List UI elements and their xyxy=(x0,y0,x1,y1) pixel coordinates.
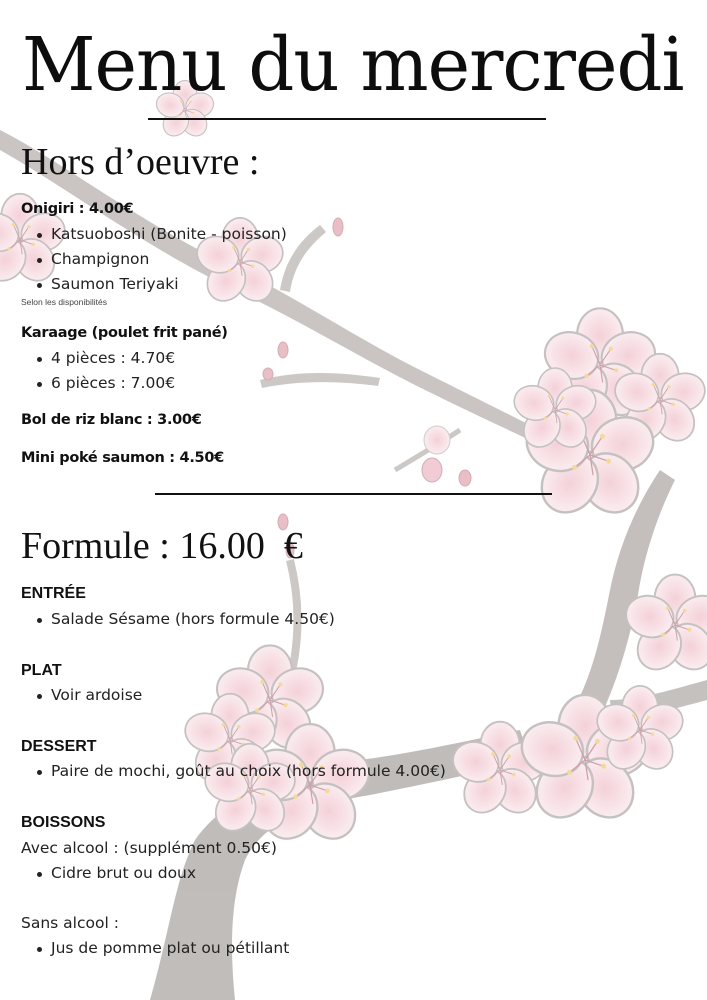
category-head-entree: ENTRÉE xyxy=(21,585,86,602)
list-item: Paire de mochi, goût au choix (hors formule 4.00€) xyxy=(21,759,446,784)
list-item: Jus de pomme plat ou pétillant xyxy=(21,936,289,961)
category-head-boissons: BOISSONS xyxy=(21,814,106,831)
entree-list xyxy=(21,607,335,632)
list-item: Voir ardoise xyxy=(21,683,142,708)
avec-alcool-label: Avec alcool : (supplément 0.50€) xyxy=(21,839,277,857)
dessert-list xyxy=(21,759,446,784)
page-title: Menu du mercredi xyxy=(22,22,684,108)
category-head-plat: PLAT xyxy=(21,662,62,679)
item-head-mini-poke: Mini poké saumon : 4.50€ xyxy=(21,450,224,466)
list-item: Saumon Teriyaki xyxy=(21,272,287,297)
list-item: Katsuoboshi (Bonite - poisson) xyxy=(21,222,287,247)
section-title-formule: Formule : 16.00 € xyxy=(21,525,303,567)
category-head-dessert: DESSERT xyxy=(21,738,97,755)
sans-alcool-label: Sans alcool : xyxy=(21,914,119,932)
list-item: Champignon xyxy=(21,247,287,272)
onigiri-list xyxy=(21,222,287,297)
item-head-onigiri: Onigiri : 4.00€ xyxy=(21,201,134,217)
sans-alcool-list xyxy=(21,936,289,961)
availability-note: Selon les disponibilités xyxy=(21,297,107,307)
title-divider xyxy=(148,118,546,120)
item-head-bol-riz: Bol de riz blanc : 3.00€ xyxy=(21,412,202,428)
section-title-hors-doeuvre: Hors d’oeuvre : xyxy=(21,141,260,183)
avec-alcool-list xyxy=(21,861,196,886)
karaage-list xyxy=(21,346,175,396)
item-head-karaage: Karaage (poulet frit pané) xyxy=(21,325,228,341)
list-item: 4 pièces : 4.70€ xyxy=(21,346,175,371)
section-divider xyxy=(155,493,552,495)
list-item: Cidre brut ou doux xyxy=(21,861,196,886)
list-item: 6 pièces : 7.00€ xyxy=(21,371,175,396)
plat-list xyxy=(21,683,142,708)
list-item: Salade Sésame (hors formule 4.50€) xyxy=(21,607,335,632)
